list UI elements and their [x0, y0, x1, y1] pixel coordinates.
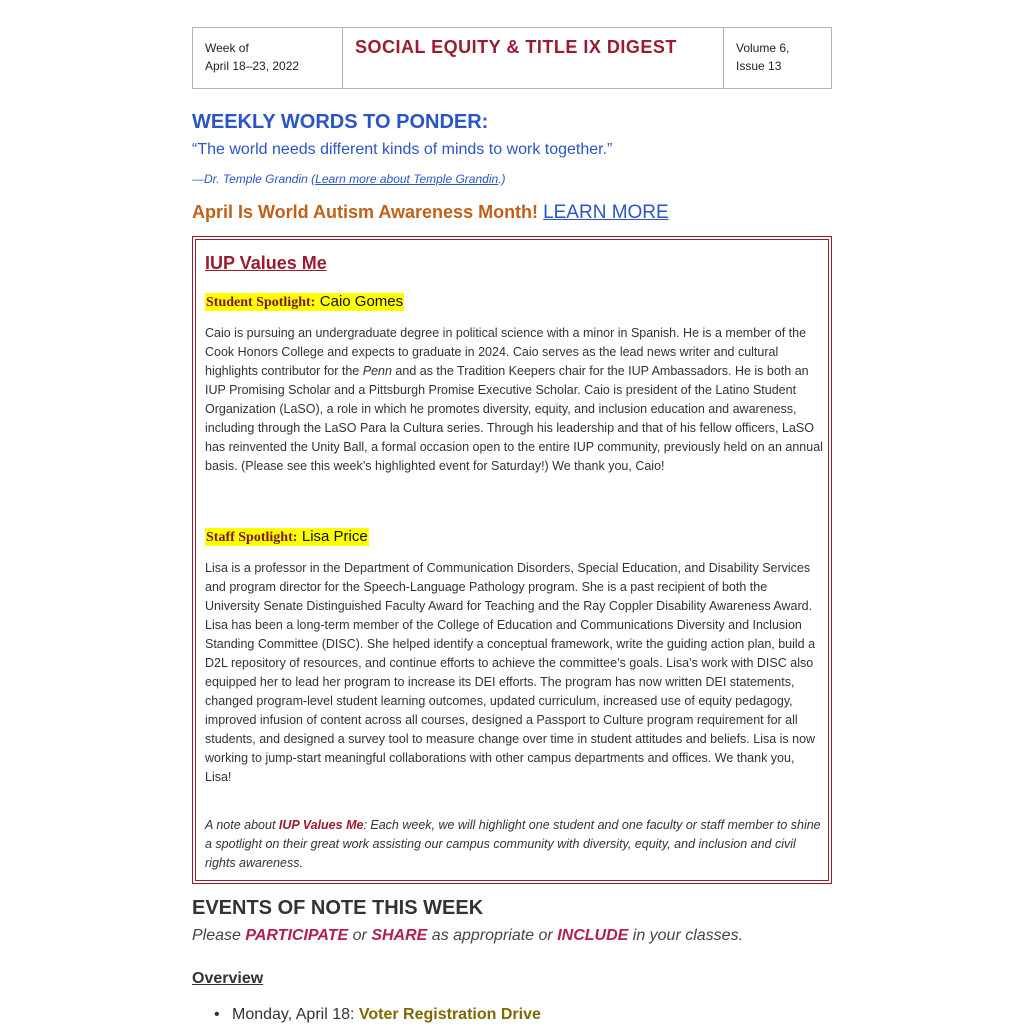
events-sub-3: as appropriate or	[427, 927, 558, 944]
events-sub-4: in your classes.	[628, 927, 744, 944]
header-week-cell	[193, 28, 343, 88]
event-name[interactable]: Voter Registration Drive	[358, 1006, 541, 1023]
student-para-part-2: and as the Tradition Keepers chair for the IUP Ambassadors. He is both an IUP Promising Scholar and a Pittsburgh Promise Executive Scholar. Caio is president of the Latino Student Organization (LaSO), a role in which he promotes diversity, equity, and inclusion education and awareness, including through the LaSO Para la Cultura series. Through his leadership and that of his fellow officers, LaSO has reinvented the Unity Ball, a formal occasion open to the entire IUP community, previously held on an annual basis. (Please see this week’s highlighted event for Saturday!) We thank you, Caio!	[205, 364, 823, 473]
student-para-part-1: Caio is pursuing an undergraduate degree in political science with a minor in Spanish. He is a member of the Cook Honors College and expects to graduate in 2024. Caio serves as the lead news writer and cultural highlights contributor for the	[205, 326, 807, 378]
student-spotlight-name: Caio Gomes	[319, 293, 404, 310]
attribution-text: —Dr. Temple Grandin (	[192, 172, 316, 186]
student-spotlight-label: Student Spotlight:	[206, 295, 316, 310]
ponder-quote: “The world needs different kinds of minds to work together.”	[192, 141, 613, 158]
events-share: SHARE	[371, 927, 428, 944]
staff-spotlight-heading	[205, 528, 369, 546]
event-day: Monday, April 18:	[232, 1006, 359, 1023]
events-subheading	[192, 927, 743, 945]
staff-spotlight-paragraph: Lisa is a professor in the Department of Communication Disorders, Special Education, and Disability Services and program director for the Speech-Language Pathology program. She is a past recipient of both the University Senate Distinguished Faculty Award for Teaching and the Ray Coppler Disability Awareness Award. Lisa has been a long-term member of the College of Education and Communications Diversity and Inclusion Standing Committee (DISC). She helped identify a conceptual framework, write the guiding action plan, build a D2L repository of resources, and continue efforts to achieve the committee’s goals. Lisa’s work with DISC also equipped her to lead her program to increase its DEI efforts. The program has now written DEI statements, changed program-level student learning outcomes, updated curriculum, increased use of equity pedagogy, improved infusion of content across all courses, designed a Passport to Culture program requirement for all students, and designed a survey tool to measure change over time in student attitudes and beliefs. Lisa is now working to jump-start meaningful collaborations with other campus departments and offices. We thank you, Lisa!	[205, 561, 816, 784]
events-heading: EVENTS OF NOTE THIS WEEK	[192, 897, 484, 919]
student-spotlight-heading	[205, 293, 404, 311]
digest-title: SOCIAL EQUITY & TITLE IX DIGEST	[343, 28, 724, 88]
issue-label: Issue 13	[736, 59, 782, 73]
iup-values-box	[192, 236, 832, 884]
ponder-attribution	[192, 172, 506, 186]
event-list-item	[214, 1006, 541, 1024]
volume-label: Volume 6,	[736, 41, 790, 55]
events-participate: PARTICIPATE	[245, 927, 349, 944]
iup-values-inner	[195, 239, 829, 881]
events-include: INCLUDE	[557, 927, 629, 944]
temple-grandin-link[interactable]: Learn more about Temple Grandin	[315, 172, 499, 186]
iup-values-note	[205, 816, 823, 873]
week-label: Week of	[205, 41, 249, 55]
digest-header-table	[192, 27, 832, 89]
staff-spotlight-label: Staff Spotlight:	[206, 530, 298, 545]
note-rest: : Each week, we will highlight one student and one faculty or staff member to shine a spotlight on their great work assisting our campus community with diversity, equity, and inclusion and civil rights awareness.	[205, 818, 821, 870]
autism-awareness-banner	[192, 202, 669, 224]
iup-values-title: IUP Values Me	[205, 253, 327, 273]
events-sub-2: or	[348, 927, 372, 944]
student-spotlight-paragraph	[205, 324, 823, 476]
week-dates: April 18–23, 2022	[205, 59, 300, 73]
autism-learn-more-link[interactable]: LEARN MORE	[543, 202, 669, 223]
overview-heading: Overview	[192, 970, 264, 987]
attribution-end: .)	[498, 172, 506, 186]
autism-text: April Is World Autism Awareness Month!	[192, 202, 539, 222]
events-sub-1: Please	[192, 927, 246, 944]
header-volume-cell	[724, 28, 831, 88]
bullet-icon: •	[214, 1006, 220, 1023]
ponder-heading: WEEKLY WORDS TO PONDER:	[192, 111, 489, 133]
note-prefix: A note about	[205, 818, 279, 832]
student-para-italic: Penn	[362, 364, 392, 378]
note-bold: IUP Values Me	[278, 818, 364, 832]
staff-spotlight-name: Lisa Price	[301, 528, 368, 545]
